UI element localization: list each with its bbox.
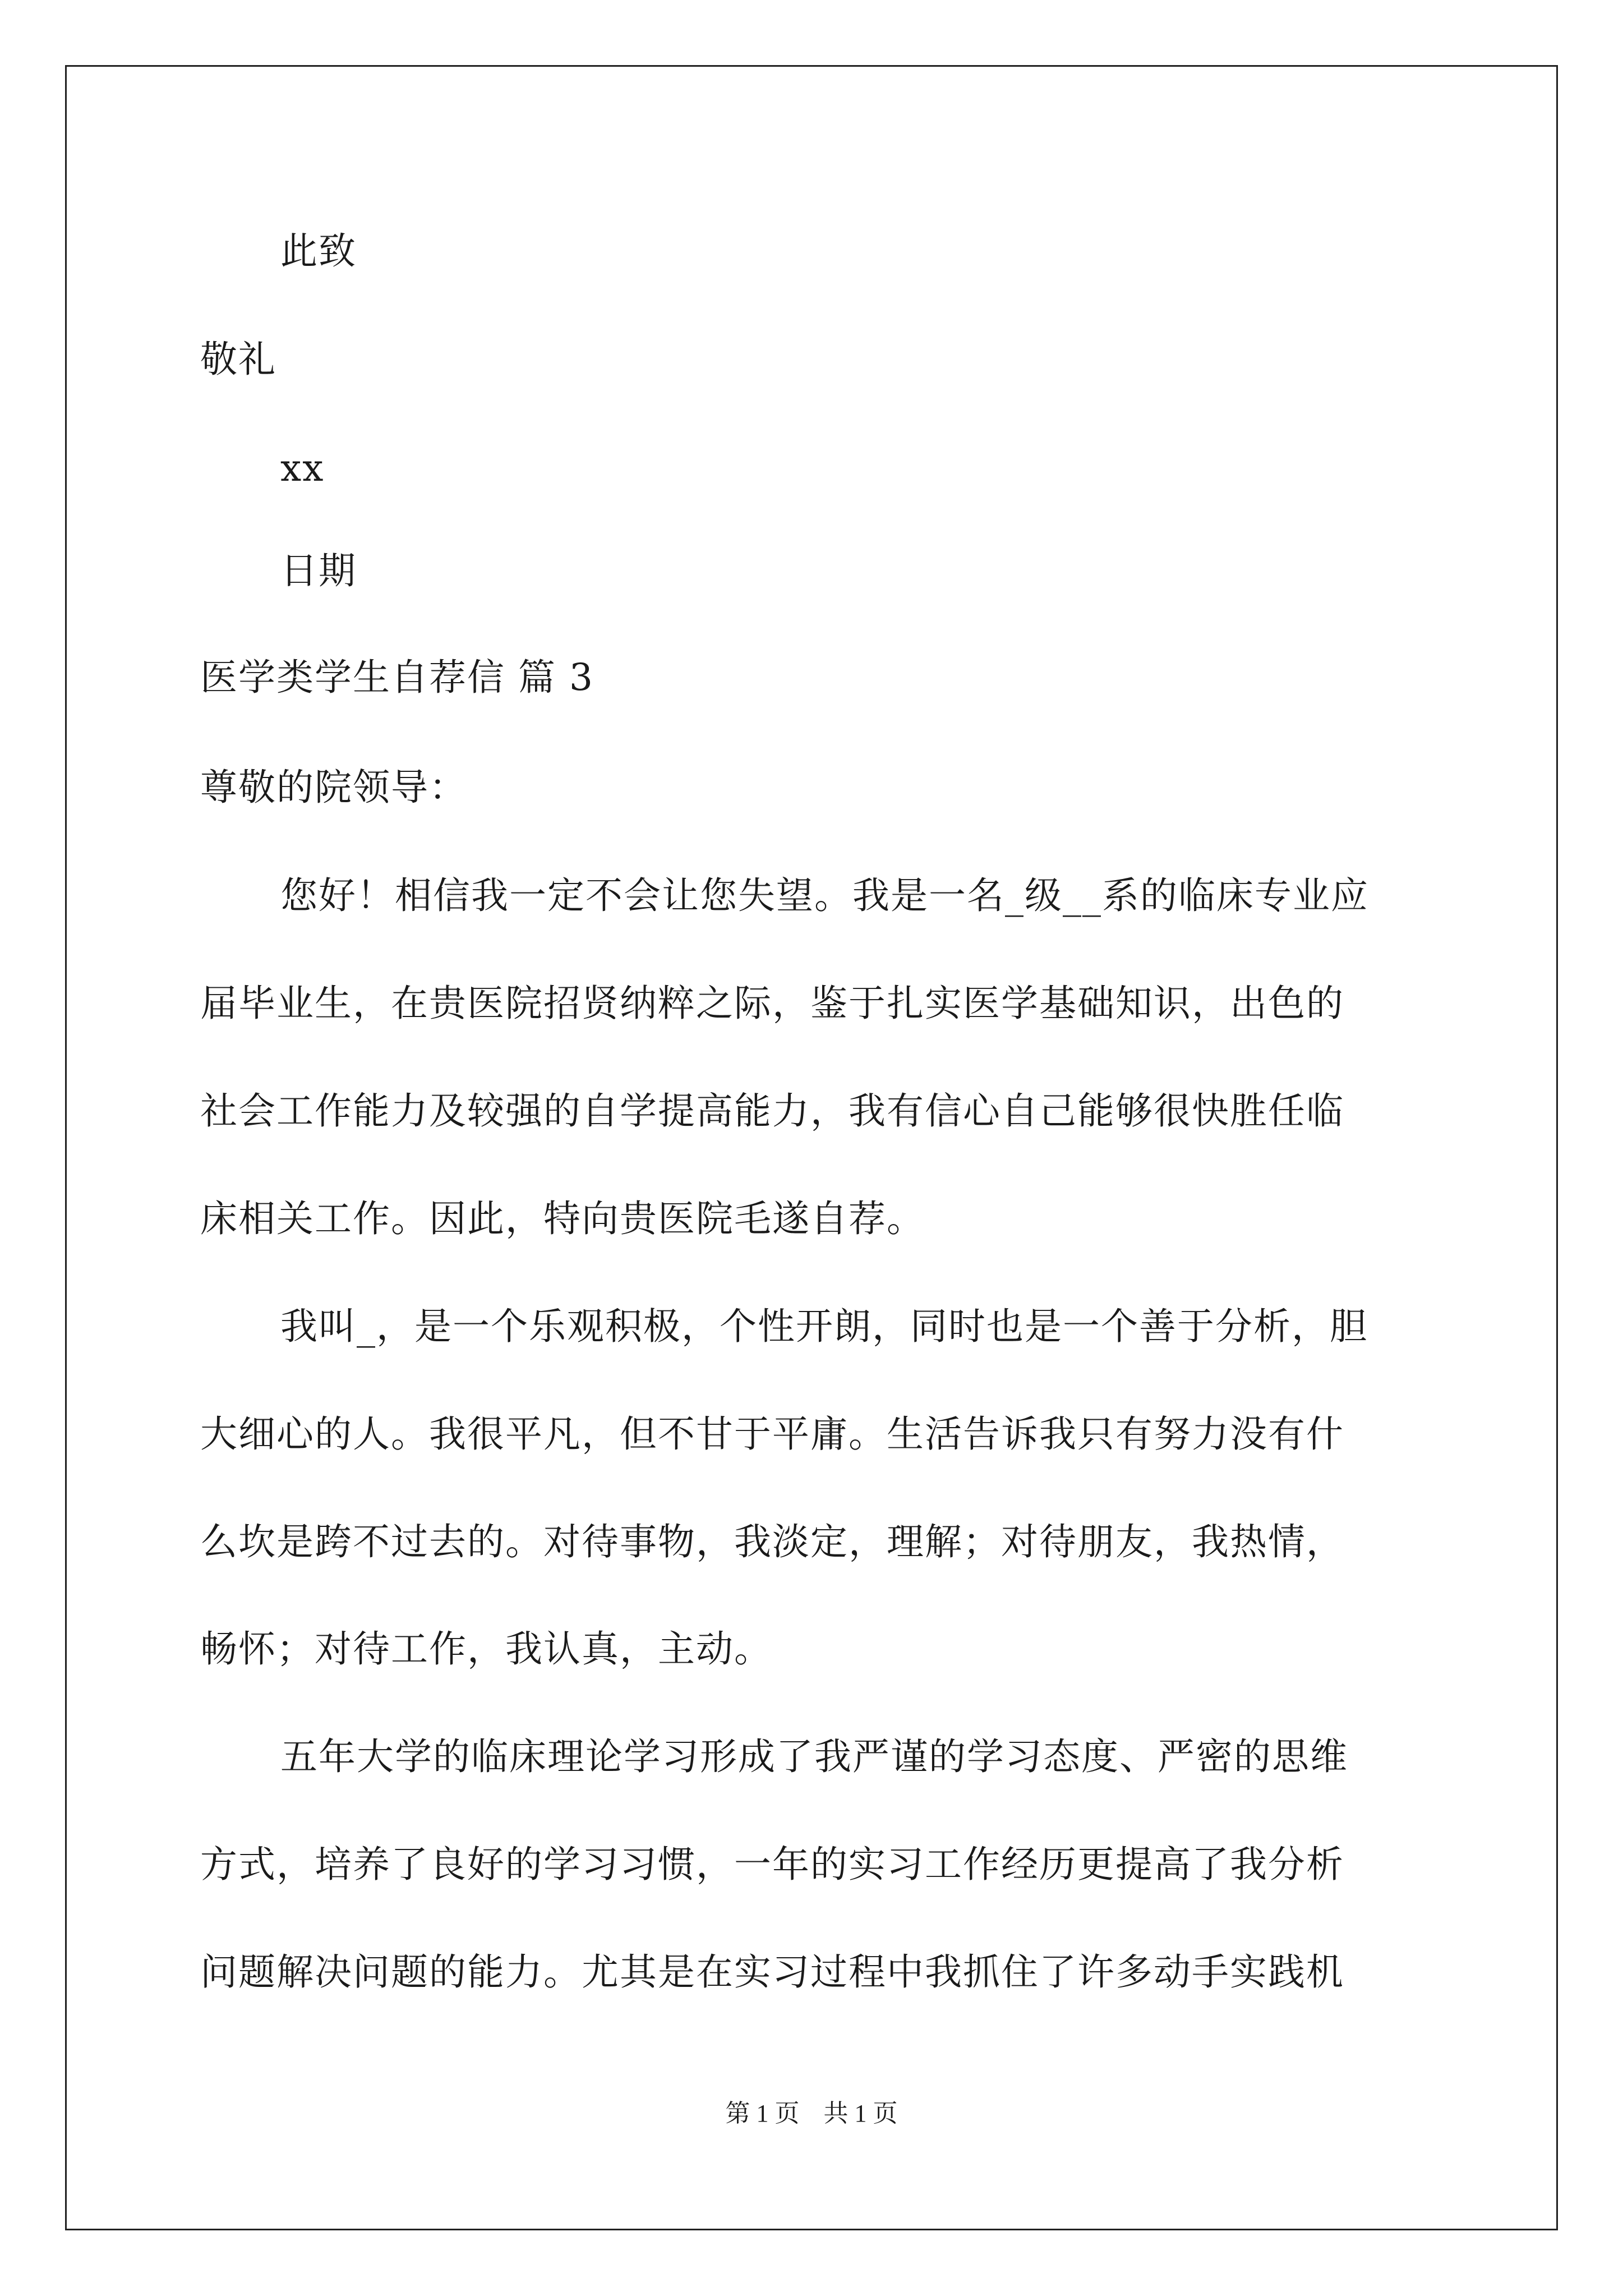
closing-regards: 敬礼 [200, 338, 276, 381]
body-line: 问题解决问题的能力。尤其是在实习过程中我抓住了许多动手实践机 [200, 1950, 1344, 1994]
section-title: 医学类学生自荐信 篇 3 [200, 656, 594, 699]
body-line: 社会工作能力及较强的自学提高能力，我有信心自己能够很快胜任临 [200, 1089, 1344, 1133]
body-line: 么坎是跨不过去的。对待事物，我淡定，理解；对待朋友，我热情， [200, 1520, 1344, 1563]
page-border [65, 65, 1558, 2230]
body-line: 我叫_，是一个乐观积极，个性开朗，同时也是一个善于分析，胆 [280, 1305, 1368, 1348]
sender-name: xx [280, 447, 325, 490]
body-line: 床相关工作。因此，特向贵医院毛遂自荐。 [200, 1197, 925, 1240]
body-line: 五年大学的临床理论学习形成了我严谨的学习态度、严密的思维 [280, 1735, 1348, 1778]
body-line: 大细心的人。我很平凡，但不甘于平庸。生活告诉我只有努力没有什 [200, 1412, 1344, 1456]
letter-date: 日期 [280, 549, 357, 592]
page-number: 第 1 页 [725, 2100, 800, 2127]
body-line: 畅怀；对待工作，我认真，主动。 [200, 1627, 772, 1671]
body-line: 方式，培养了良好的学习习惯，一年的实习工作经历更提高了我分析 [200, 1843, 1344, 1886]
page-total: 共 1 页 [823, 2100, 898, 2127]
body-line: 您好！相信我一定不会让您失望。我是一名_级__系的临床专业应 [280, 874, 1369, 917]
letter-greeting: 尊敬的院领导： [200, 766, 467, 809]
body-line: 届毕业生，在贵医院招贤纳粹之际，鉴于扎实医学基础知识，出色的 [200, 982, 1344, 1025]
page-footer [0, 2098, 1623, 2129]
closing-salutation: 此致 [280, 229, 357, 273]
